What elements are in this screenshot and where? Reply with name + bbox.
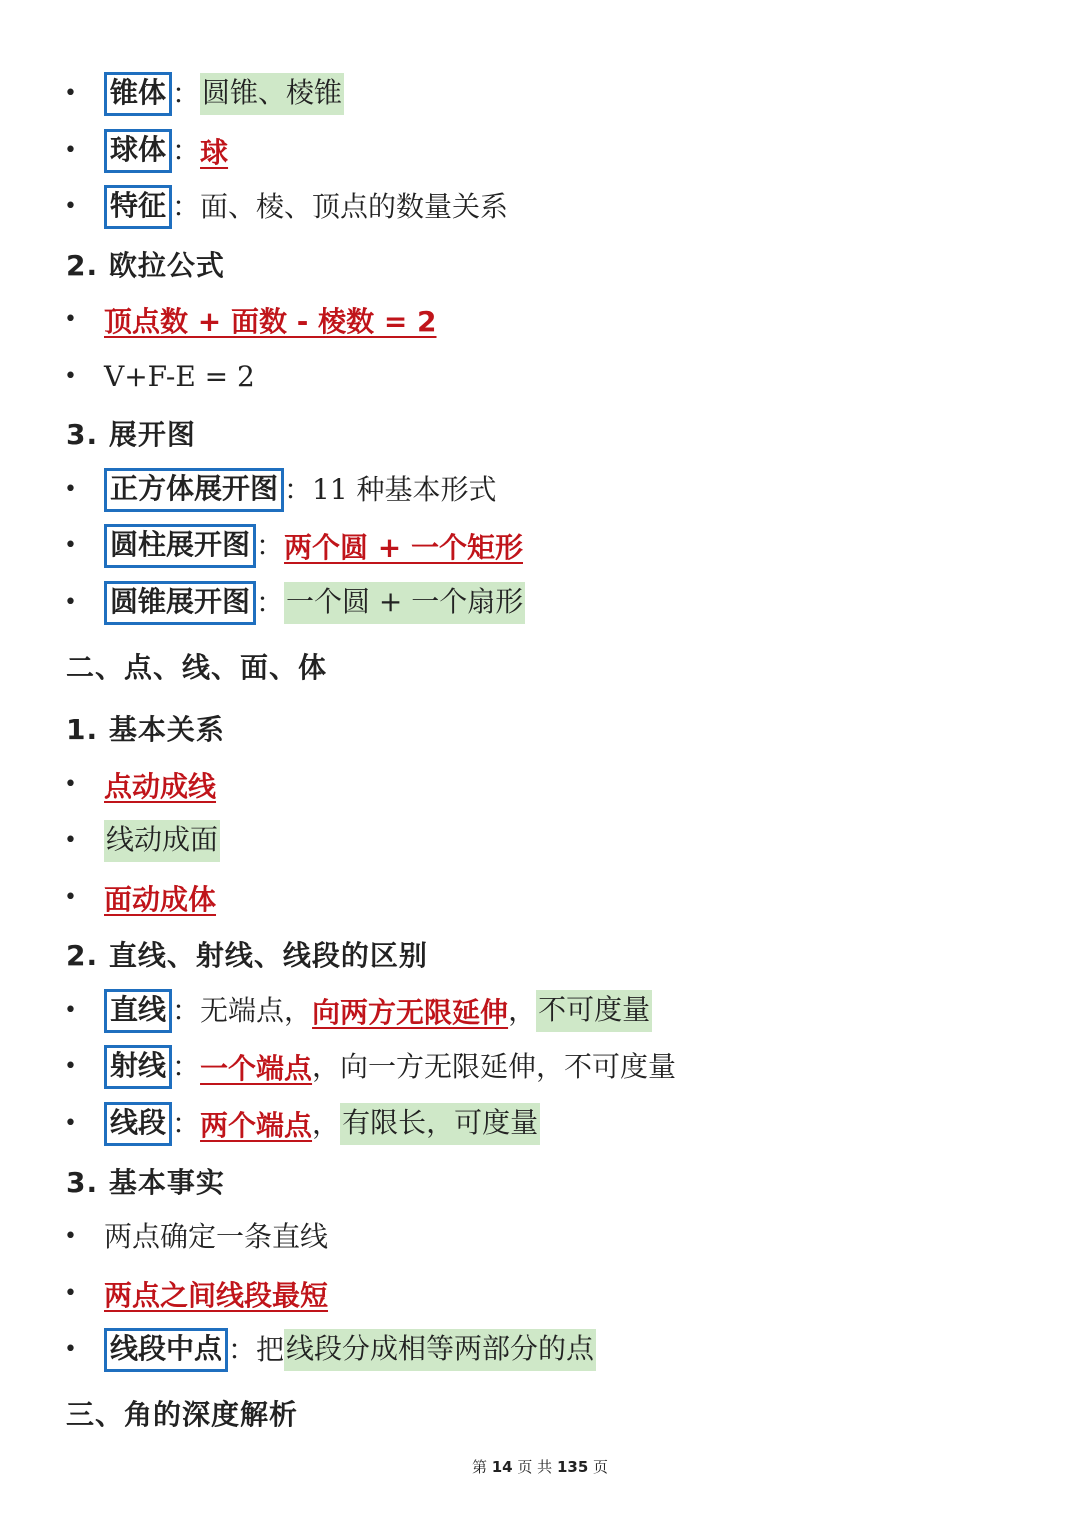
emphasis-text: 顶点数 + 面数 - 棱数 = 2: [104, 305, 437, 338]
plain-text: 两点确定一条直线: [104, 1219, 329, 1253]
term-box: 射线: [104, 1045, 172, 1089]
subheading-lines: 2. 直线、射线、线段的区别: [66, 939, 428, 972]
list-item-feature: [64, 179, 508, 235]
list-item-ray: [64, 1039, 676, 1095]
footer-prefix: 第: [471, 1458, 487, 1476]
section-heading-3: 三、角的深度解析: [66, 1398, 299, 1431]
emphasis-text: 两点之间线段最短: [104, 1279, 329, 1312]
plain-text: 把: [256, 1332, 285, 1366]
separator: ：: [256, 585, 285, 619]
emphasis-text: 向两方无限延伸: [312, 996, 509, 1029]
highlight-text: 线段分成相等两部分的点: [284, 1329, 596, 1371]
term-box: 线段中点: [104, 1328, 228, 1372]
bullet: •: [64, 194, 77, 219]
list-item-line: [64, 983, 652, 1039]
plain-text: V+F-E = 2: [104, 359, 255, 393]
emphasis-text: 一个端点: [200, 1052, 313, 1085]
bullet: •: [64, 81, 77, 106]
list-item-segment: [64, 1096, 540, 1152]
separator: ：: [172, 993, 201, 1027]
list-item-euler-cn: [64, 292, 437, 348]
bullet: •: [64, 364, 77, 389]
page-number: 14: [491, 1458, 513, 1476]
bullet: •: [64, 307, 77, 332]
list-item-fact1: [64, 1209, 328, 1265]
separator: ：: [172, 133, 201, 167]
term-box: 圆锥展开图: [104, 581, 256, 625]
term-box: 锥体: [104, 72, 172, 116]
footer-suffix: 页: [593, 1458, 609, 1476]
subheading-basic: 1. 基本关系: [66, 713, 225, 746]
list-item-cylinder-net: [64, 518, 523, 574]
separator: ：: [172, 1106, 201, 1140]
highlight-text: 线动成面: [104, 820, 220, 862]
plain-text: ，: [312, 1106, 341, 1140]
bullet: •: [64, 477, 77, 502]
plain-text: 面、棱、顶点的数量关系: [200, 189, 509, 223]
separator: ：: [172, 189, 201, 223]
term-box: 线段: [104, 1102, 172, 1146]
term-box: 直线: [104, 989, 172, 1033]
total-pages: 135: [556, 1458, 589, 1476]
term-box: 特征: [104, 185, 172, 229]
bullet: •: [64, 138, 77, 163]
bullet: •: [64, 1111, 77, 1136]
emphasis-text: 点动成线: [104, 770, 217, 803]
plain-text: 11 种基本形式: [312, 472, 497, 506]
list-item-fact2: [64, 1266, 328, 1322]
separator: ：: [172, 1049, 201, 1083]
footer-middle: 页 共: [517, 1458, 553, 1476]
bullet: •: [64, 1281, 77, 1306]
highlight-text: 一个圆 + 一个扇形: [284, 582, 525, 624]
highlight-text: 有限长，可度量: [340, 1103, 540, 1145]
section-heading-2: 二、点、线、面、体: [66, 651, 328, 684]
bullet: •: [64, 1337, 77, 1362]
highlight-text: 圆锥、棱锥: [200, 73, 344, 115]
list-item-sphere: [64, 123, 228, 179]
separator: ：: [172, 76, 201, 110]
plain-text: ，向一方无限延伸，不可度量: [312, 1049, 677, 1083]
highlight-text: 不可度量: [536, 990, 652, 1032]
bullet: •: [64, 772, 77, 797]
subheading-facts: 3. 基本事实: [66, 1166, 225, 1199]
list-item-rel3: [64, 870, 216, 926]
bullet: •: [64, 998, 77, 1023]
bullet: •: [64, 1054, 77, 1079]
bullet: •: [64, 1224, 77, 1249]
emphasis-text: 球: [200, 136, 229, 169]
bullet: •: [64, 590, 77, 615]
bullet: •: [64, 533, 77, 558]
list-item-euler-en: [64, 349, 255, 405]
page-footer: [0, 1456, 1080, 1477]
bullet: •: [64, 828, 77, 853]
list-item-rel1: [64, 757, 216, 813]
bullet: •: [64, 885, 77, 910]
list-item-cone: [64, 66, 344, 122]
term-box: 圆柱展开图: [104, 524, 256, 568]
separator: ：: [228, 1332, 257, 1366]
term-box: 球体: [104, 129, 172, 173]
separator: ：: [256, 528, 285, 562]
subheading-nets: 3. 展开图: [66, 418, 196, 451]
list-item-cube-net: [64, 462, 497, 518]
plain-text: 无端点，: [200, 993, 313, 1027]
subheading-euler: 2. 欧拉公式: [66, 249, 225, 282]
term-box: 正方体展开图: [104, 468, 284, 512]
emphasis-text: 面动成体: [104, 883, 217, 916]
plain-text: ，: [508, 993, 537, 1027]
list-item-midpoint: [64, 1322, 596, 1378]
separator: ：: [284, 472, 313, 506]
list-item-rel2: [64, 813, 220, 869]
emphasis-text: 两个端点: [200, 1109, 313, 1142]
emphasis-text: 两个圆 + 一个矩形: [284, 531, 523, 564]
list-item-cone-net: [64, 575, 525, 631]
